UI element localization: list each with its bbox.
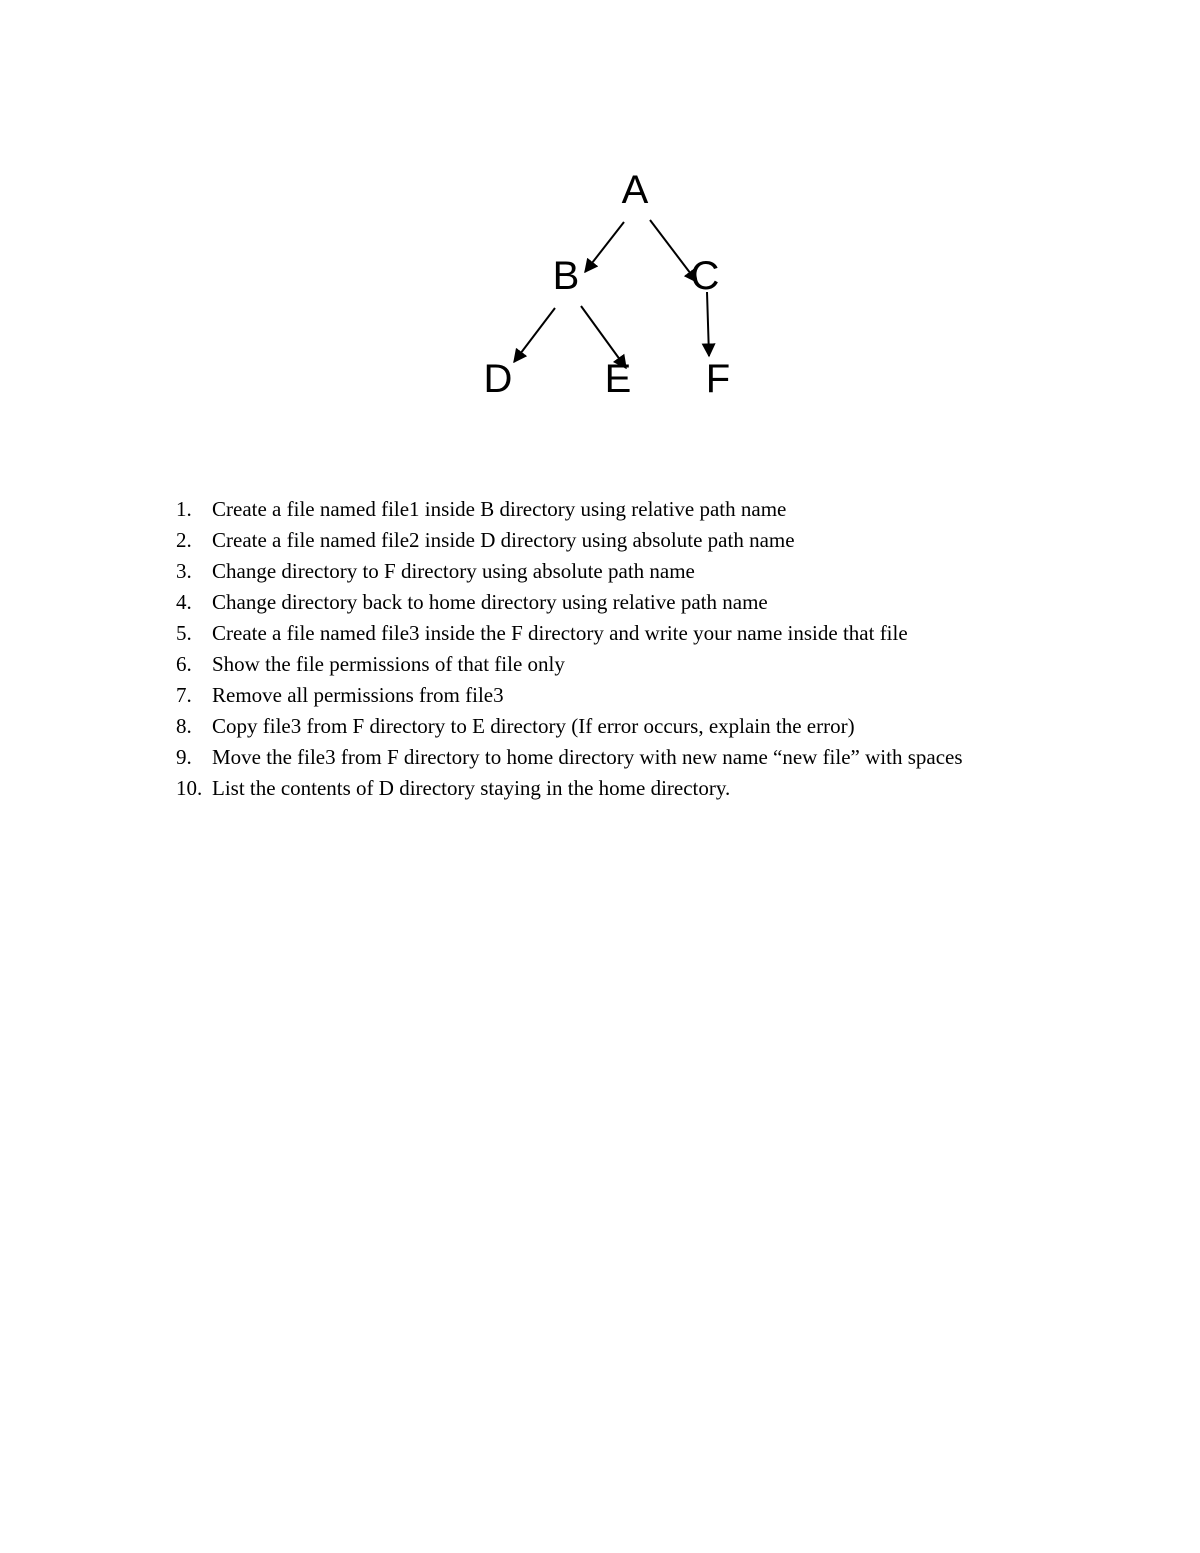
list-item-number: 5. (176, 621, 192, 645)
list-item-number: 7. (176, 683, 192, 707)
node-a: A (621, 168, 649, 212)
node-f: F (705, 357, 731, 401)
directory-tree-diagram (0, 0, 1200, 460)
list-item (0, 773, 1200, 804)
edge-c-f (707, 292, 709, 356)
node-d: D (483, 357, 513, 401)
list-item (0, 649, 1200, 680)
node-c: C (690, 254, 720, 298)
list-item (0, 711, 1200, 742)
list-item (0, 587, 1200, 618)
list-item (0, 742, 1200, 773)
list-item-number: 3. (176, 559, 192, 583)
list-item-text: Move the file3 from F directory to home directory with new name “new file” with spaces (212, 745, 963, 769)
list-item-text: Change directory to F directory using absolute path name (212, 559, 695, 583)
node-e: E (604, 357, 632, 401)
list-item-text: Show the file permissions of that file only (212, 652, 565, 676)
list-item-text: Create a file named file3 inside the F directory and write your name inside that file (212, 621, 908, 645)
list-item-text: Create a file named file2 inside D directory using absolute path name (212, 528, 795, 552)
list-item (0, 556, 1200, 587)
list-item-number: 6. (176, 652, 192, 676)
list-item-text: List the contents of D directory staying in the home directory. (212, 776, 731, 800)
list-item-text: Create a file named file1 inside B directory using relative path name (212, 497, 787, 521)
list-item-text: Remove all permissions from file3 (212, 683, 504, 707)
list-item (0, 525, 1200, 556)
list-item-number: 8. (176, 714, 192, 738)
edge-b-d (514, 308, 555, 362)
list-item-text: Copy file3 from F directory to E directory (If error occurs, explain the error) (212, 714, 855, 738)
list-item-number: 9. (176, 745, 192, 769)
list-item (0, 680, 1200, 711)
list-item (0, 494, 1200, 525)
list-item-text: Change directory back to home directory using relative path name (212, 590, 768, 614)
list-item-number: 10. (176, 776, 203, 800)
edge-a-b (585, 222, 624, 272)
list-item-number: 2. (176, 528, 192, 552)
list-item-number: 4. (176, 590, 192, 614)
node-b: B (552, 254, 580, 298)
list-item-number: 1. (176, 497, 192, 521)
list-item (0, 618, 1200, 649)
task-list (0, 494, 1200, 804)
